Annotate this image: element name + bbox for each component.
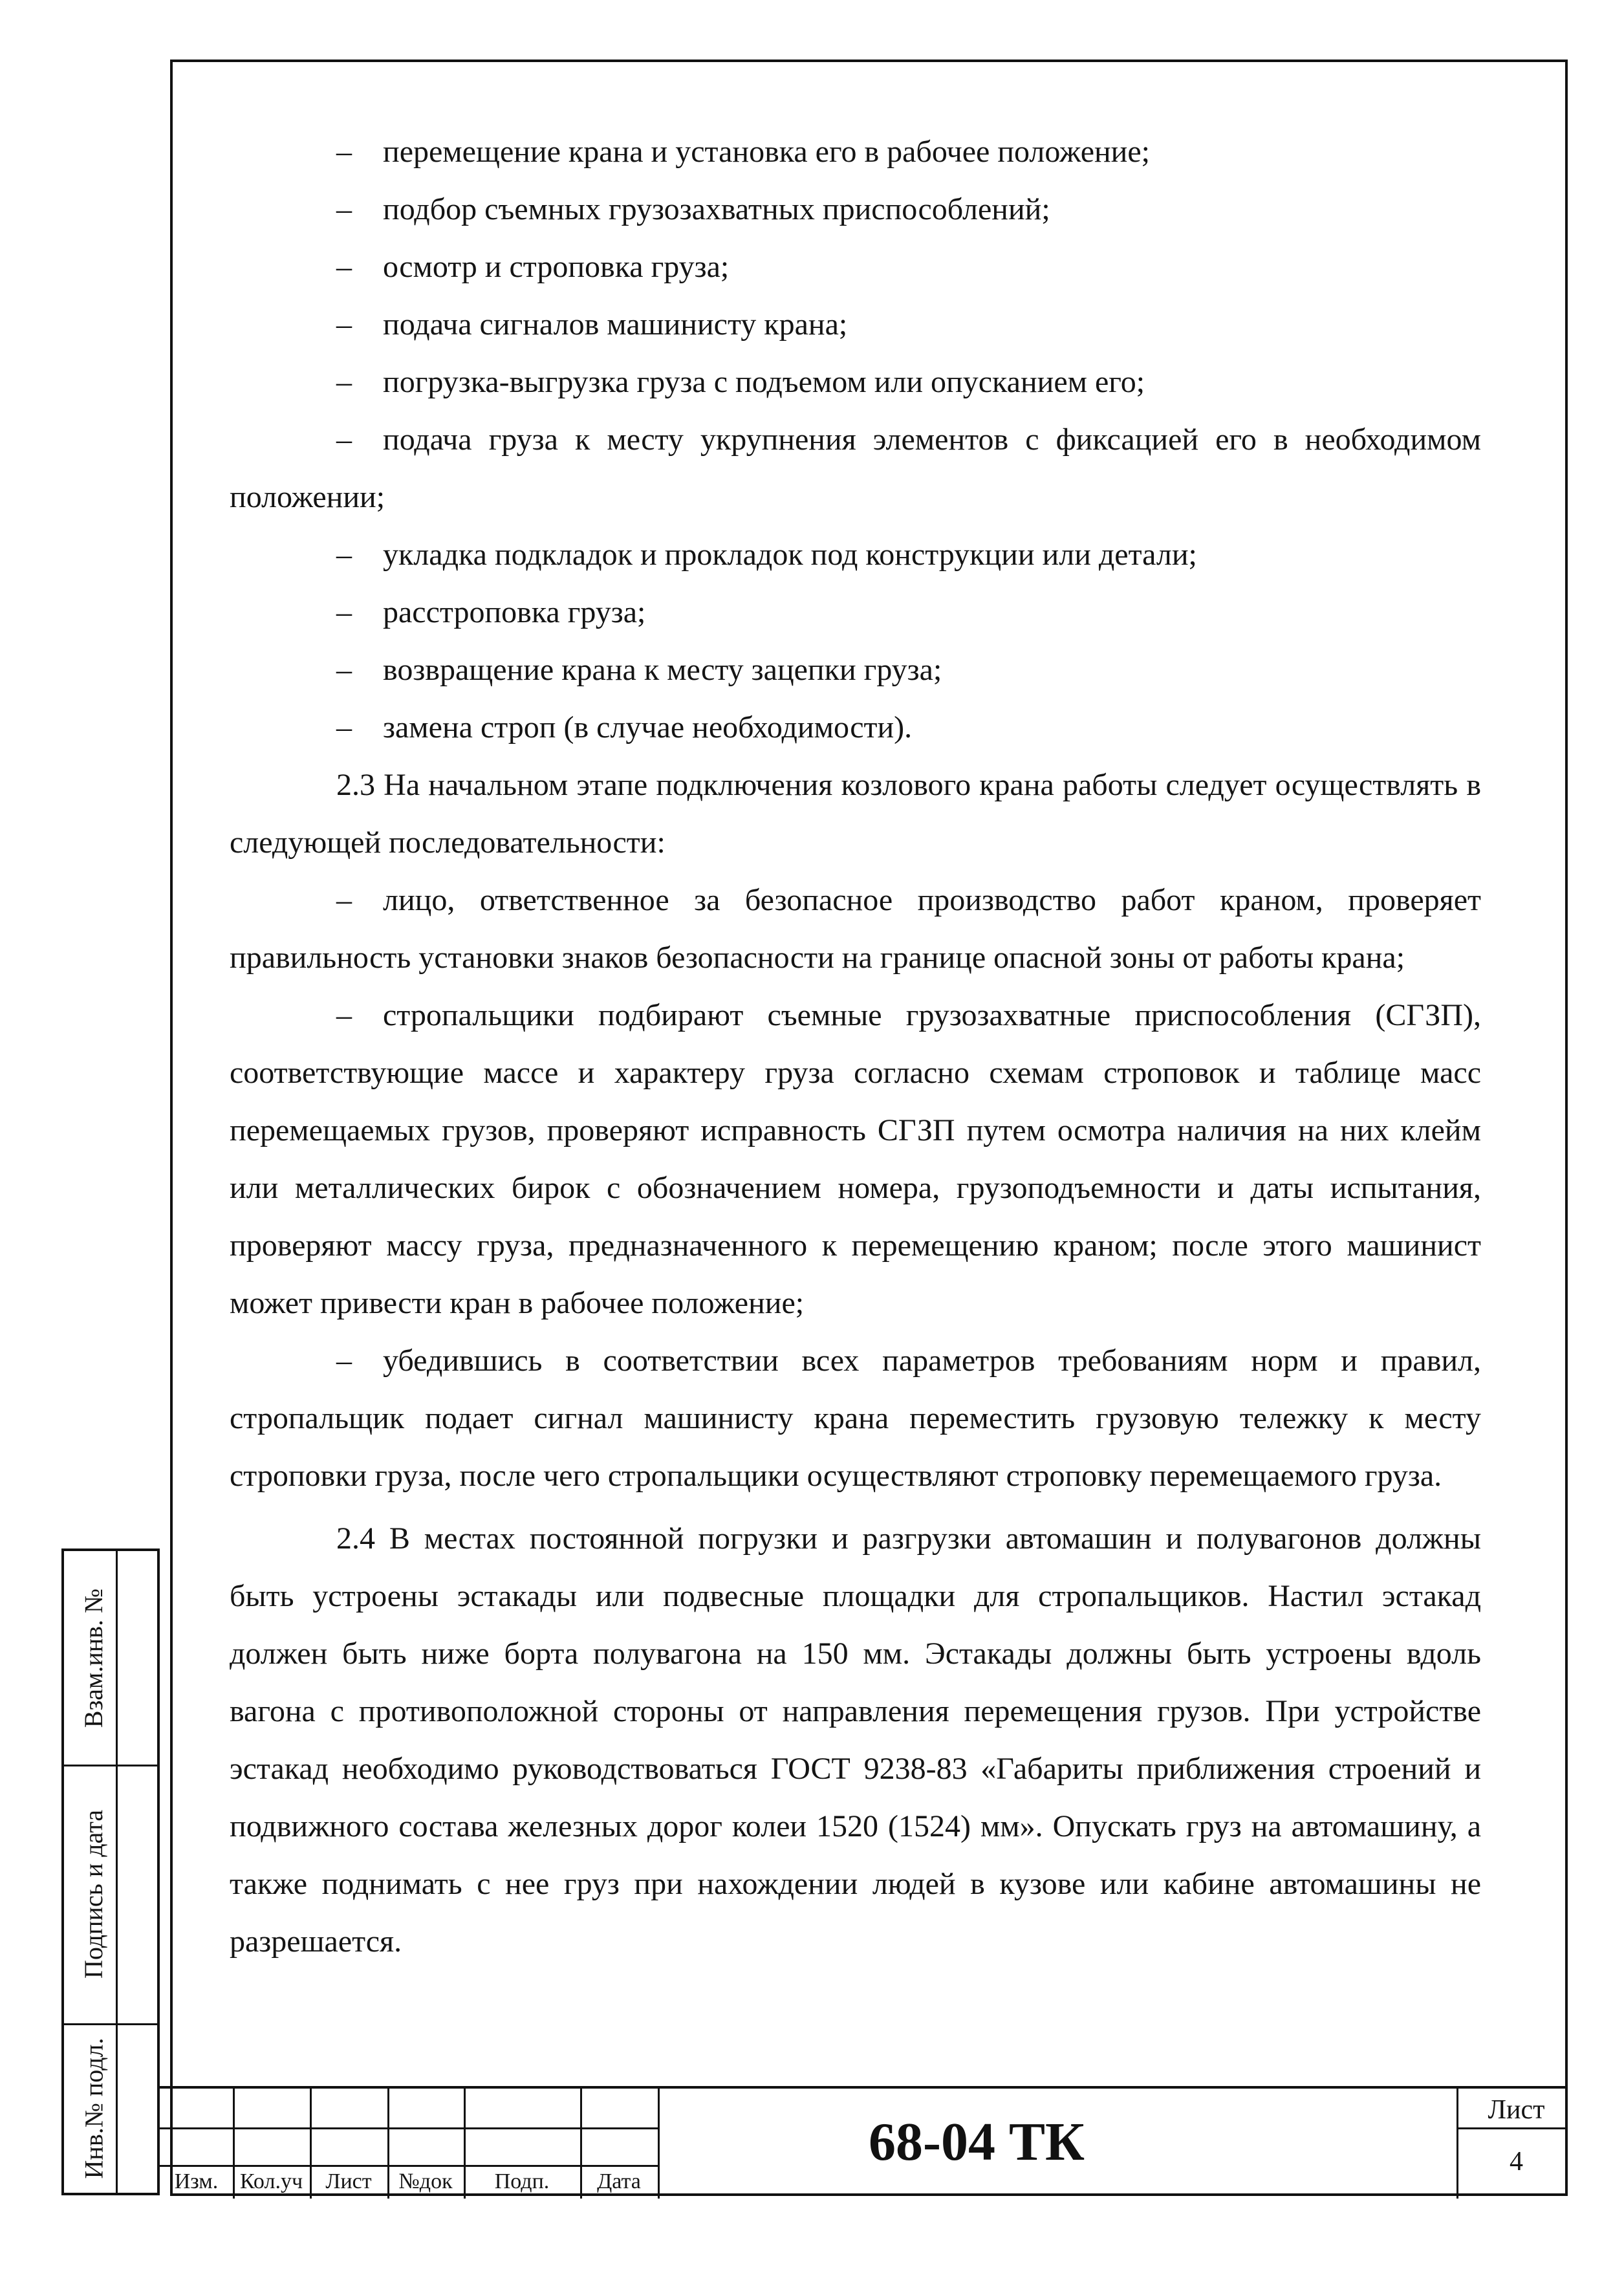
col-list-label: Лист [325,2169,372,2193]
dash-bullet: – [336,365,352,399]
replaced-inv-label: Взам.инв. № [79,1588,109,1728]
title-block-divider [1456,2127,1568,2129]
dash-bullet: – [336,422,352,457]
margin-stamp [61,1548,160,2195]
title-block-divider [160,2165,658,2167]
dash-bullet: – [336,595,352,629]
document-body [230,123,1481,1970]
title-block-divider [1456,2089,1458,2199]
dash-bullet: – [336,135,352,169]
dash-bullet: – [336,538,352,572]
stamp-divider [116,1551,118,2193]
col-izm-label: Изм. [174,2169,219,2193]
list-item: – убедившись в соответствии всех параметров требованиям норм и правил, стропальщик подает сигнал машинисту крана переместить грузовую тележку к месту строповки груза, после чего стропальщики осуществляют строповку перемещаемого груза. [230,1332,1481,1505]
dash-bullet: – [336,710,352,744]
list-item: – подача сигналов машинисту крана; [230,296,1481,353]
list-item: – расстроповка груза; [230,583,1481,641]
dash-bullet: – [336,998,352,1032]
list-item: – стропальщики подбирают съемные грузозахватные приспособления (СГЗП), соответствующие массе и характеру груза согласно схемам строповок и таблице масс перемещаемых грузов, проверяют исправность СГЗП путем осмотра наличия на них клейм или металлических бирок с обозначением номера, грузоподъемности и даты испытания, проверяют массу груза, предназначенного к перемещению краном; после этого машинист может привести кран в рабочее положение; [230,986,1481,1332]
document-code: 68-04 ТК [869,2112,1085,2172]
list-item: – перемещение крана и установка его в рабочее положение; [230,123,1481,180]
paragraph-2-3: 2.3 На начальном этапе подключения козлового крана работы следует осуществлять в следующей последовательности: [230,768,1481,860]
dash-bullet: – [336,192,352,226]
orig-inv-label: Инв.№ подл. [79,2038,109,2179]
list-item: – осмотр и строповка груза; [230,238,1481,296]
dash-bullet: – [336,250,352,284]
list-item: – укладка подкладок и прокладок под конструкции или детали; [230,526,1481,583]
col-kol-uch-label: Кол.уч [239,2169,303,2193]
list-item: – возвращение крана к месту зацепки груза; [230,641,1481,699]
dash-bullet: – [336,653,352,687]
list-item: – погрузка-выгрузка груза с подъемом или опусканием его; [230,353,1481,411]
list-item: – подача груза к месту укрупнения элементов с фиксацией его в необходимом положении; [230,411,1481,526]
list-item: – замена строп (в случае необходимости). [230,699,1481,756]
dash-bullet: – [336,307,352,342]
sheet-number: 4 [1510,2147,1523,2177]
col-data-label: Дата [597,2169,641,2193]
dash-bullet: – [336,883,352,917]
title-block-divider [160,2127,658,2129]
paragraph-2-4: 2.4 В местах постоянной погрузки и разгрузки автомашин и полувагонов должны быть устроены эстакады или подвесные площадки для стропальщиков. Настил эстакад должен быть ниже борта полувагона на 150 мм. Эстакады должны быть устроены вдоль вагона с противоположной стороны от направления перемещения грузов. При устройстве эстакад необходимо руководствоваться ГОСТ 9238-83 «Габариты приближения строений и подвижного состава железных дорог колеи 1520 (1524) мм». Опускать груз на автомашину, а также поднимать с нее груз при нахождении людей в кузове или кабине автомашины не разрешается. [230,1521,1481,1959]
sheet-label: Лист [1488,2095,1545,2125]
col-podp-label: Подп. [494,2169,550,2193]
dash-bullet: – [336,1343,352,1378]
list-item: – лицо, ответственное за безопасное производство работ краном, проверяет правильность установки знаков безопасности на границе опасной зоны от работы крана; [230,871,1481,986]
sign-date-label: Подпись и дата [79,1809,109,1979]
list-item: – подбор съемных грузозахватных приспособлений; [230,180,1481,238]
col-ndok-label: №док [398,2169,453,2193]
